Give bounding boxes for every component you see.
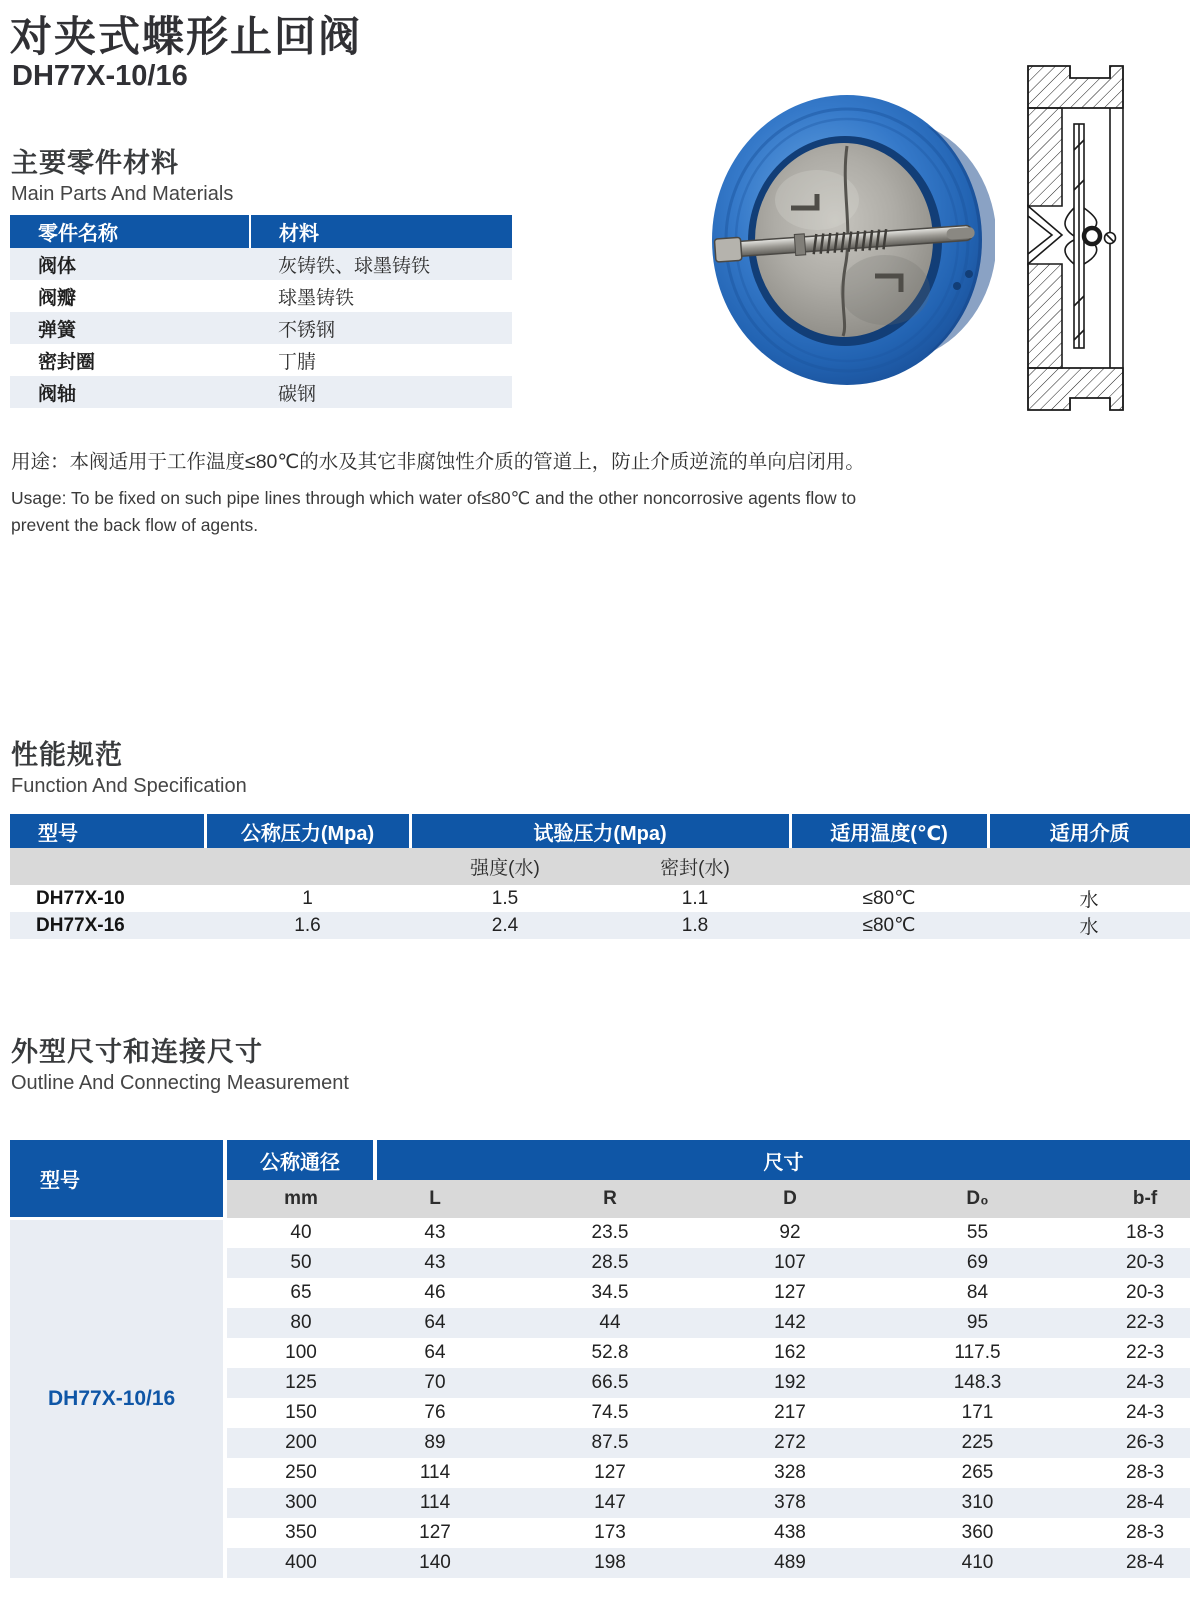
materials-section-heading — [11, 141, 233, 206]
spec-subheader-blank — [205, 848, 410, 885]
dim-cell: 147 — [495, 1488, 725, 1518]
dim-cell: 28-4 — [1100, 1548, 1190, 1578]
table-row — [10, 344, 512, 376]
dim-cell: 43 — [424, 1222, 446, 1243]
part-name-cell: 密封圈 — [38, 351, 96, 373]
spec-col-model: 型号 — [10, 814, 205, 848]
dimensions-table — [10, 1140, 1190, 1578]
spec-value-cell: ≤80℃ — [790, 912, 988, 939]
dim-cell: 92 — [779, 1222, 801, 1243]
material-cell: 不锈钢 — [250, 312, 512, 344]
usage-text-en: Usage: To be fixed on such pipe lines through which water of≤80℃ and the other noncorrosive agents flow to prevent the back flow of agents. — [11, 488, 857, 536]
dim-cell: 50 — [225, 1248, 375, 1278]
part-name-cell: 阀轴 — [10, 376, 250, 408]
dim-cell: 74.5 — [591, 1402, 629, 1423]
dim-cell: 350 — [285, 1522, 317, 1543]
dim-cell: 328 — [774, 1462, 806, 1483]
dim-cell: 150 — [285, 1402, 317, 1423]
spec-value-cell: 2.4 — [410, 912, 600, 939]
dims-sub-R: R — [495, 1180, 725, 1218]
spec-subheader-blank — [988, 848, 1190, 885]
dims-sub-D0: D₀ — [855, 1180, 1100, 1218]
dim-cell: 46 — [424, 1282, 446, 1303]
dim-cell: 24-3 — [1100, 1368, 1190, 1398]
spec-subheader-blank — [10, 848, 205, 885]
dim-cell: 217 — [774, 1402, 806, 1423]
dims-sub-D: D — [725, 1180, 855, 1218]
table-row — [10, 280, 512, 312]
materials-header-row — [10, 215, 512, 248]
part-name-cell: 阀体 — [10, 248, 250, 280]
spec-value-cell: 水 — [1079, 890, 1099, 911]
dim-cell: 26-3 — [1100, 1428, 1190, 1458]
dim-cell: 200 — [225, 1428, 375, 1458]
spec-table — [10, 814, 1190, 939]
spec-value-cell: 1 — [302, 887, 313, 909]
dims-col-size: 尺寸 — [375, 1140, 1190, 1180]
dim-cell: 34.5 — [591, 1282, 629, 1303]
dimensions-title-zh: 外型尺寸和连接尺寸 — [11, 1037, 263, 1067]
dims-header-row — [10, 1140, 1190, 1180]
valve-photo — [695, 78, 995, 408]
dim-cell: 489 — [725, 1548, 855, 1578]
usage-text-zh: 用途：本阀适用于工作温度≤80℃的水及其它非腐蚀性介质的管道上，防止介质逆流的单向启闭用。 — [11, 451, 865, 473]
spec-col-test-pressure: 试验压力(Mpa) — [410, 814, 790, 848]
materials-table — [10, 215, 512, 408]
spec-value-cell: 1.6 — [205, 912, 410, 939]
dim-cell: 84 — [966, 1282, 989, 1303]
dim-cell: 22-3 — [1126, 1342, 1165, 1363]
dim-cell: 378 — [725, 1488, 855, 1518]
dim-cell: 140 — [375, 1548, 495, 1578]
materials-col-part: 零件名称 — [10, 215, 250, 248]
table-row — [10, 885, 1190, 912]
spec-model-cell: DH77X-16 — [10, 912, 205, 939]
spec-subheader-row — [10, 848, 1190, 885]
dim-cell: 23.5 — [591, 1222, 629, 1243]
dim-cell: 114 — [375, 1488, 495, 1518]
materials-col-material: 材料 — [250, 215, 512, 248]
material-cell: 灰铸铁、球墨铸铁 — [250, 248, 512, 280]
dim-cell: 95 — [855, 1308, 1100, 1338]
dim-cell: 198 — [495, 1548, 725, 1578]
dim-cell: 142 — [725, 1308, 855, 1338]
dim-cell: 117.5 — [954, 1342, 1001, 1363]
spec-sub-strength: 强度(水) — [410, 848, 600, 885]
dim-cell: 22-3 — [1100, 1308, 1190, 1338]
dim-cell: 107 — [725, 1248, 855, 1278]
materials-title-en: Main Parts And Materials — [11, 183, 234, 205]
dim-cell: 18-3 — [1126, 1222, 1165, 1243]
dims-sub-bf: b-f — [1100, 1180, 1190, 1218]
spec-value-cell: 1.1 — [681, 887, 709, 909]
page-model-subtitle: DH77X-10/16 — [12, 60, 188, 92]
part-name-cell: 弹簧 — [10, 312, 250, 344]
spec-col-medium: 适用介质 — [988, 814, 1190, 848]
spec-value-cell: 水 — [988, 912, 1190, 939]
table-row — [10, 376, 512, 408]
dim-cell: 24-3 — [1126, 1402, 1165, 1423]
dim-cell: 173 — [594, 1522, 626, 1543]
dim-cell: 89 — [375, 1428, 495, 1458]
dim-cell: 171 — [961, 1402, 994, 1423]
dim-cell: 400 — [225, 1548, 375, 1578]
dim-cell: 70 — [375, 1368, 495, 1398]
dimensions-title-en: Outline And Connecting Measurement — [11, 1072, 349, 1094]
dim-cell: 76 — [424, 1402, 446, 1423]
dims-col-dn: 公称通径 — [225, 1140, 375, 1180]
dim-cell: 192 — [725, 1368, 855, 1398]
dims-sub-mm: mm — [225, 1180, 375, 1218]
dims-col-model: 型号 — [10, 1140, 225, 1218]
dim-cell: 100 — [285, 1342, 317, 1363]
dim-cell: 162 — [774, 1342, 806, 1363]
dim-cell: 20-3 — [1126, 1282, 1165, 1303]
spec-col-temperature: 适用温度(℃) — [790, 814, 988, 848]
dim-cell: 310 — [855, 1488, 1100, 1518]
dim-cell: 265 — [961, 1462, 994, 1483]
dimensions-section-heading — [11, 1030, 349, 1095]
dim-cell: 127 — [594, 1462, 626, 1483]
page-title: 对夹式蝶形止回阀 — [10, 13, 363, 60]
dim-cell: 64 — [424, 1342, 446, 1363]
spec-header-row — [10, 814, 1190, 848]
dim-cell: 65 — [290, 1282, 312, 1303]
spec-value-cell: 1.8 — [600, 912, 790, 939]
dim-cell: 225 — [855, 1428, 1100, 1458]
dim-cell: 28-4 — [1100, 1488, 1190, 1518]
material-cell: 碳钢 — [250, 376, 512, 408]
dims-model-cell: DH77X-10/16 — [10, 1218, 225, 1578]
dim-cell: 250 — [285, 1462, 317, 1483]
material-cell: 丁腈 — [278, 351, 317, 373]
dim-cell: 410 — [855, 1548, 1100, 1578]
dim-cell: 55 — [966, 1222, 989, 1243]
dim-cell: 44 — [495, 1308, 725, 1338]
dim-cell: 80 — [225, 1308, 375, 1338]
dim-cell: 66.5 — [495, 1368, 725, 1398]
spec-col-nominal-pressure: 公称压力(Mpa) — [205, 814, 410, 848]
spec-title-zh: 性能规范 — [11, 740, 123, 770]
dim-cell: 114 — [419, 1462, 451, 1483]
dim-cell: 127 — [774, 1282, 806, 1303]
spec-value-cell: ≤80℃ — [862, 888, 916, 909]
dim-cell: 43 — [375, 1248, 495, 1278]
dim-cell: 28-3 — [1126, 1522, 1165, 1543]
part-name-cell: 阀瓣 — [38, 287, 77, 309]
materials-title-zh: 主要零件材料 — [11, 148, 179, 178]
spec-section-heading — [11, 733, 247, 798]
dim-cell: 40 — [290, 1222, 312, 1243]
dim-cell: 300 — [225, 1488, 375, 1518]
table-row — [10, 1218, 1190, 1248]
dim-cell: 438 — [774, 1522, 806, 1543]
dim-cell: 125 — [225, 1368, 375, 1398]
dim-cell: 64 — [375, 1308, 495, 1338]
dim-cell: 148.3 — [855, 1368, 1100, 1398]
table-row — [10, 248, 512, 280]
spec-sub-seal: 密封(水) — [600, 848, 790, 885]
material-cell: 球墨铸铁 — [278, 287, 355, 309]
dim-cell: 20-3 — [1100, 1248, 1190, 1278]
dim-cell: 52.8 — [591, 1342, 629, 1363]
dim-cell: 28.5 — [495, 1248, 725, 1278]
dim-cell: 28-3 — [1126, 1462, 1165, 1483]
dim-cell: 127 — [419, 1522, 451, 1543]
dim-cell: 87.5 — [495, 1428, 725, 1458]
dim-cell: 360 — [961, 1522, 994, 1543]
spec-model-cell: DH77X-10 — [36, 887, 125, 909]
table-row — [10, 912, 1190, 939]
dim-cell: 272 — [725, 1428, 855, 1458]
spec-subheader-blank — [790, 848, 988, 885]
spec-value-cell: 1.5 — [491, 887, 519, 909]
dims-sub-L: L — [375, 1180, 495, 1218]
spec-title-en: Function And Specification — [11, 775, 247, 797]
table-row — [10, 312, 512, 344]
dim-cell: 69 — [855, 1248, 1100, 1278]
valve-cross-section-drawing — [1018, 58, 1163, 418]
